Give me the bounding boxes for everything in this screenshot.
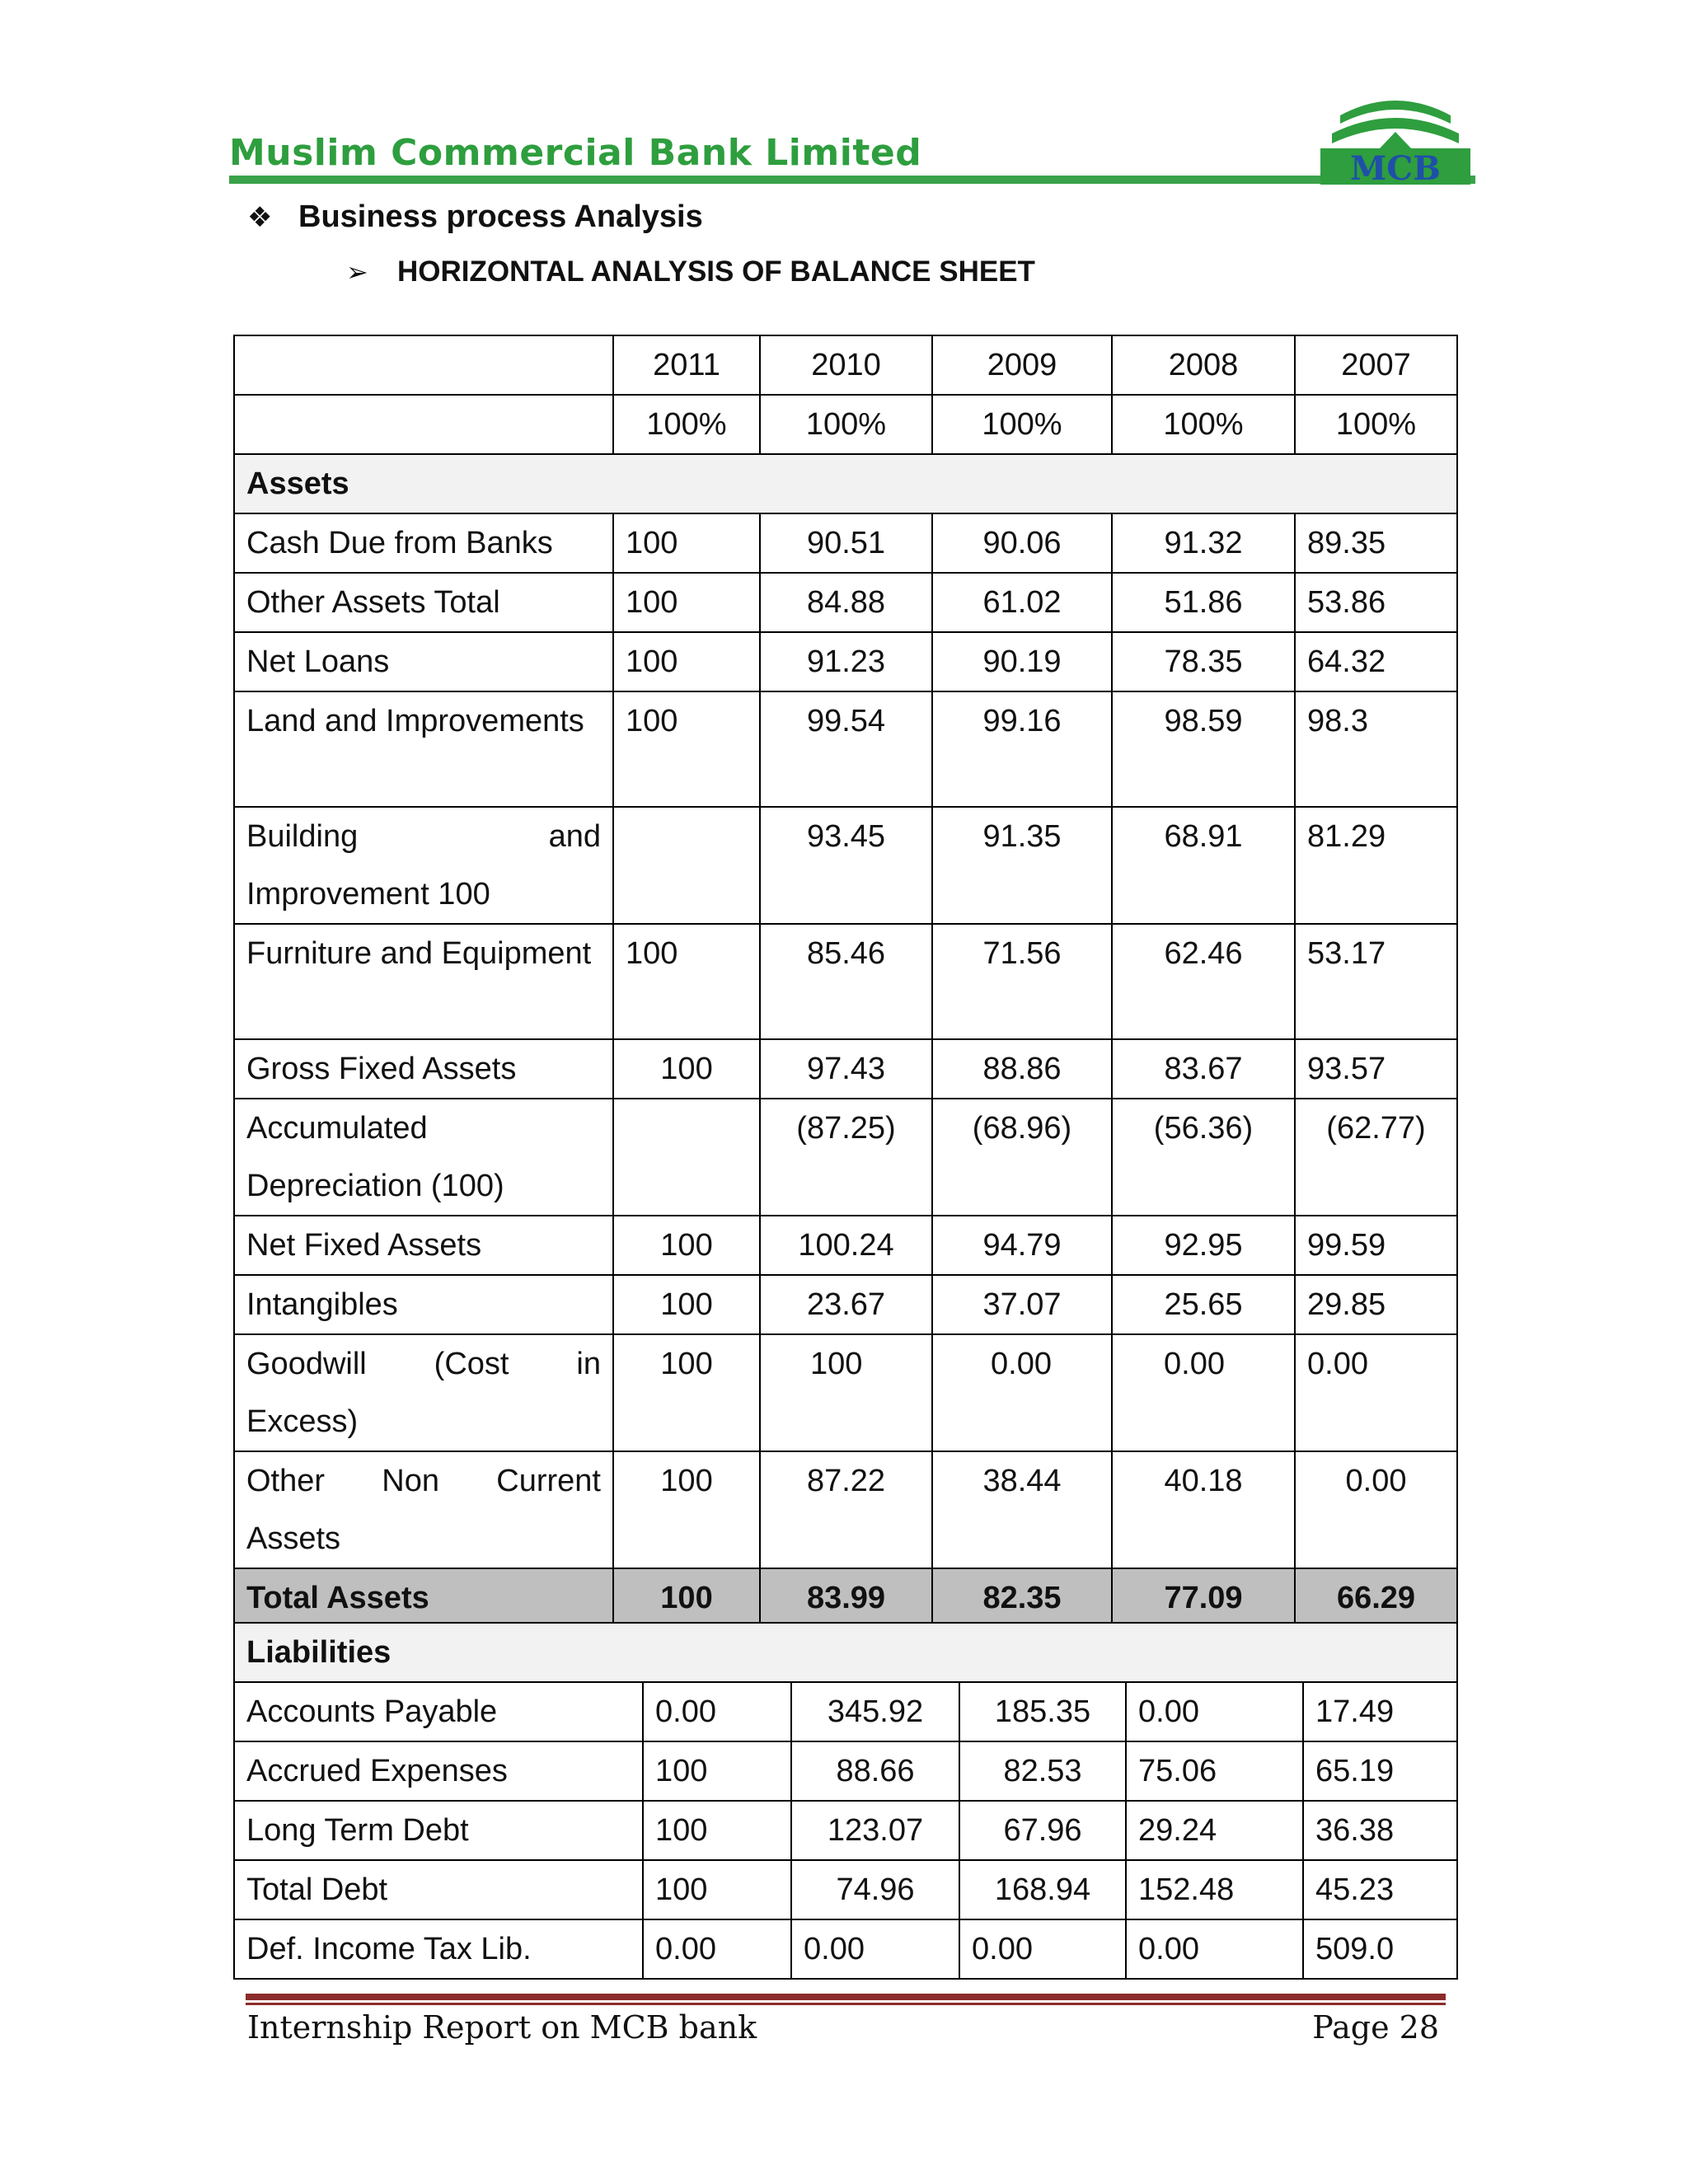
percent-cell: 100% [613,395,760,454]
value-cell: 74.96 [791,1860,959,1919]
value-cell: 90.19 [932,632,1112,691]
arrow-bullet-icon: ➢ [346,257,368,287]
value-cell: 66.29 [1295,1568,1457,1628]
value-cell: 97.43 [760,1039,932,1099]
row-label: Other Non Current Assets [234,1451,613,1568]
value-cell: 29.85 [1295,1275,1457,1334]
row-label: Net Loans [234,632,613,691]
row-label: Goodwill (Cost in Excess) [234,1334,613,1451]
row-label: Cash Due from Banks [234,513,613,573]
percent-cell: 100% [932,395,1112,454]
assets-table [233,335,1458,1629]
row-label: Land and Improvements [234,691,613,807]
year-cell: 2011 [613,335,760,395]
value-cell: 0.00 [1126,1919,1303,1979]
row-label: Total Assets [234,1568,613,1628]
value-cell: 100 [643,1741,791,1801]
mcb-logo [1315,91,1475,188]
subsection-title: HORIZONTAL ANALYSIS OF BALANCE SHEET [397,255,1035,288]
value-cell: 84.88 [760,573,932,632]
value-cell: 91.35 [932,807,1112,924]
value-cell: 100 [613,1334,760,1451]
value-cell: 99.54 [760,691,932,807]
value-cell: 61.02 [932,573,1112,632]
value-cell: 100 [643,1801,791,1860]
row-label: Def. Income Tax Lib. [234,1919,643,1979]
value-cell: 185.35 [959,1682,1126,1741]
value-cell: 0.00 [1126,1682,1303,1741]
value-cell: 53.17 [1295,924,1457,1039]
table-row [234,1860,1457,1919]
table-row [234,1099,1457,1216]
value-cell: 64.32 [1295,632,1457,691]
row-label: Accounts Payable [234,1682,643,1741]
header-rule [229,176,1475,184]
value-cell: 100 [613,691,760,807]
table-row [234,1039,1457,1099]
table-row [234,632,1457,691]
logo-emblem [1332,101,1459,148]
value-cell: 0.00 [1295,1451,1457,1568]
value-cell: 90.06 [932,513,1112,573]
table-row [234,1216,1457,1275]
value-cell: 100 [613,1275,760,1334]
footer-rule [246,1994,1446,2000]
value-cell: 94.79 [932,1216,1112,1275]
year-cell: 2010 [760,335,932,395]
value-cell: 98.59 [1112,691,1295,807]
value-cell: 62.46 [1112,924,1295,1039]
row-label: Other Assets Total [234,573,613,632]
logo-text: MCB [1350,149,1441,188]
value-cell: (62.77) [1295,1099,1457,1216]
liabilities-section-row [234,1623,1457,1682]
value-cell: 51.86 [1112,573,1295,632]
value-cell: 93.45 [760,807,932,924]
value-cell: 82.53 [959,1741,1126,1801]
value-cell: 45.23 [1303,1860,1457,1919]
value-cell: 100 [613,1039,760,1099]
section-heading [247,199,703,235]
liabilities-table [233,1622,1458,1980]
section-title: Business process Analysis [298,199,703,234]
table-row [234,1451,1457,1568]
assets-section-label: Assets [234,454,1457,513]
value-cell: 23.67 [760,1275,932,1334]
table-row [234,924,1457,1039]
value-cell: 100 [613,924,760,1039]
value-cell: 0.00 [932,1334,1112,1451]
value-cell: 29.24 [1126,1801,1303,1860]
year-cell: 2008 [1112,335,1295,395]
header-blank-cell [234,395,613,454]
value-cell: 88.66 [791,1741,959,1801]
value-cell: 83.67 [1112,1039,1295,1099]
percent-header-row [234,395,1457,454]
value-cell: 91.23 [760,632,932,691]
value-cell: 100 [613,513,760,573]
value-cell: 36.38 [1303,1801,1457,1860]
value-cell: 0.00 [959,1919,1126,1979]
row-label: Furniture and Equipment [234,924,613,1039]
table-row [234,1334,1457,1451]
table-row [234,807,1457,924]
value-cell: 100 [643,1860,791,1919]
value-cell: 90.51 [760,513,932,573]
value-cell: 38.44 [932,1451,1112,1568]
year-cell: 2007 [1295,335,1457,395]
value-cell: 100 [613,573,760,632]
value-cell: 0.00 [1295,1334,1457,1451]
value-cell: 345.92 [791,1682,959,1741]
value-cell: 78.35 [1112,632,1295,691]
row-label: Long Term Debt [234,1801,643,1860]
row-label: Building and Improvement 100 [234,807,613,924]
row-label: Accumulated Depreciation (100) [234,1099,613,1216]
row-label: Intangibles [234,1275,613,1334]
value-cell: 85.46 [760,924,932,1039]
liabilities-section-label: Liabilities [234,1623,1457,1682]
value-cell: 152.48 [1126,1860,1303,1919]
value-cell: 37.07 [932,1275,1112,1334]
table-row [234,1275,1457,1334]
subsection-heading [346,255,1035,288]
value-cell: 91.32 [1112,513,1295,573]
value-cell: 17.49 [1303,1682,1457,1741]
table-row [234,1919,1457,1979]
table-row [234,573,1457,632]
diamond-bullet-icon: ❖ [247,202,273,233]
value-cell: 100 [613,1451,760,1568]
percent-cell: 100% [1295,395,1457,454]
value-cell: (87.25) [760,1099,932,1216]
value-cell: 0.00 [643,1919,791,1979]
value-cell: 89.35 [1295,513,1457,573]
table-row [234,691,1457,807]
value-cell: 0.00 [643,1682,791,1741]
value-cell: (68.96) [932,1099,1112,1216]
value-cell: 71.56 [932,924,1112,1039]
header-blank-cell [234,335,613,395]
value-cell: 40.18 [1112,1451,1295,1568]
value-cell: 92.95 [1112,1216,1295,1275]
value-cell: 68.91 [1112,807,1295,924]
value-cell: 93.57 [1295,1039,1457,1099]
value-cell: 65.19 [1303,1741,1457,1801]
bank-name: Muslim Commercial Bank Limited [229,132,922,174]
row-label: Gross Fixed Assets [234,1039,613,1099]
value-cell: (56.36) [1112,1099,1295,1216]
value-cell: 87.22 [760,1451,932,1568]
value-cell: 100 [613,1568,760,1628]
value-cell: 509.0 [1303,1919,1457,1979]
value-cell: 53.86 [1295,573,1457,632]
value-cell: 75.06 [1126,1741,1303,1801]
value-cell [613,1099,760,1216]
row-label: Accrued Expenses [234,1741,643,1801]
page-number: Page 28 [1312,2009,1439,2046]
value-cell: 0.00 [1112,1334,1295,1451]
value-cell: 88.86 [932,1039,1112,1099]
assets-section-row [234,454,1457,513]
value-cell: 99.59 [1295,1216,1457,1275]
value-cell: 100.24 [760,1216,932,1275]
value-cell: 83.99 [760,1568,932,1628]
percent-cell: 100% [760,395,932,454]
table-row [234,1741,1457,1801]
footer-report-title: Internship Report on MCB bank [247,2009,757,2046]
value-cell: 168.94 [959,1860,1126,1919]
value-cell: 82.35 [932,1568,1112,1628]
row-label: Total Debt [234,1860,643,1919]
year-cell: 2009 [932,335,1112,395]
percent-cell: 100% [1112,395,1295,454]
value-cell: 0.00 [791,1919,959,1979]
value-cell: 99.16 [932,691,1112,807]
value-cell: 67.96 [959,1801,1126,1860]
value-cell: 77.09 [1112,1568,1295,1628]
value-cell: 123.07 [791,1801,959,1860]
value-cell [613,807,760,924]
table-row [234,1801,1457,1860]
value-cell: 100 [760,1334,932,1451]
table-row [234,513,1457,573]
row-label: Net Fixed Assets [234,1216,613,1275]
footer-rule-thin [246,2003,1446,2005]
value-cell: 25.65 [1112,1275,1295,1334]
value-cell: 100 [613,632,760,691]
table-row [234,1682,1457,1741]
year-header-row [234,335,1457,395]
value-cell: 100 [613,1216,760,1275]
value-cell: 81.29 [1295,807,1457,924]
total-assets-row [234,1568,1457,1628]
value-cell: 98.3 [1295,691,1457,807]
